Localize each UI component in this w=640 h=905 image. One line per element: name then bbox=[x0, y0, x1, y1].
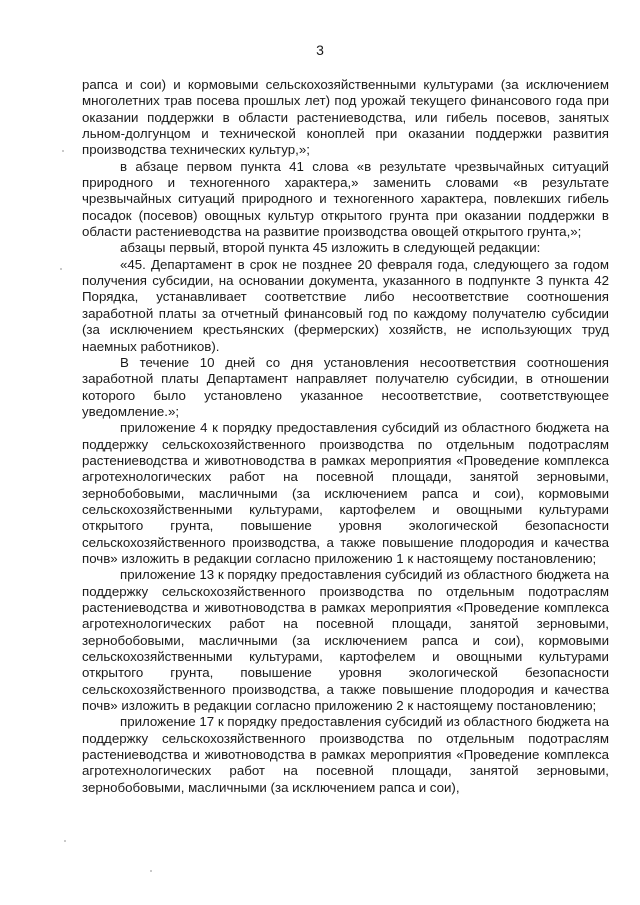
paragraph-5: В течение 10 дней со дня установления несоответствия соотношения заработной платы Департамент направляет получателю субсидии, в отношении которого было установлено указанное несоответствие, соответствующее уведомление.»; bbox=[82, 354, 609, 419]
scan-speck bbox=[62, 150, 64, 152]
scan-speck bbox=[64, 840, 66, 842]
scan-speck bbox=[60, 268, 62, 270]
paragraph-1: рапса и сои) и кормовыми сельскохозяйственными культурами (за исключением многолетних трав посева прошлых лет) под урожай текущего финансового года при оказании поддержки в области растениеводства, или гибель посевов, занятых льном-долгунцом и технической коноплей при оказании поддержки развития производства технических культур,»; bbox=[82, 77, 609, 158]
paragraph-2: в абзаце первом пункта 41 слова «в результате чрезвычайных ситуаций природного и техногенного характера,» заменить словами «в результате чрезвычайных ситуаций природного и техногенного характера, повлекших гибель посадок (посевов) овощных культур открытого грунта при оказании поддержки в области растениеводства на развитие производства овощей открытого грунта,»; bbox=[82, 158, 609, 240]
document-body bbox=[82, 77, 609, 796]
paragraph-7: приложение 13 к порядку предоставления субсидий из областного бюджета на поддержку сельскохозяйственного производства по отдельным подотраслям растениеводства и животноводства в рамках мероприятия «Проведение комплекса агротехнологических работ на посевной площади, занятой зерновыми, зернобобовыми, масличными (за исключением рапса и сои), кормовыми сельскохозяйственными культурами, картофелем и овощными культурами открытого грунта, повышение уровня экологической безопасности сельскохозяйственного производства, а также повышение плодородия и качества почв» изложить в редакции согласно приложению 2 к настоящему постановлению; bbox=[82, 567, 609, 714]
paragraph-8: приложение 17 к порядку предоставления субсидий из областного бюджета на поддержку сельскохозяйственного производства по отдельным подотраслям растениеводства и животноводства в рамках мероприятия «Проведение комплекса агротехнологических работ на посевной площади, занятой зерновыми, зернобобовыми, масличными (за исключением рапса и сои), bbox=[82, 714, 609, 795]
page-number: 3 bbox=[316, 42, 324, 58]
paragraph-6: приложение 4 к порядку предоставления субсидий из областного бюджета на поддержку сельскохозяйственного производства по отдельным подотраслям растениеводства и животноводства в рамках мероприятия «Проведение комплекса агротехнологических работ на посевной площади, занятой зерновыми, зернобобовыми, масличными (за исключением рапса и сои), кормовыми сельскохозяйственными культурами, картофелем и овощными культурами открытого грунта, повышение уровня экологической безопасности сельскохозяйственного производства, а также повышение плодородия и качества почв» изложить в редакции согласно приложению 1 к настоящему постановлению; bbox=[82, 420, 609, 566]
scan-speck bbox=[150, 870, 152, 872]
paragraph-4: «45. Департамент в срок не позднее 20 февраля года, следующего за годом получения субсидии, на основании документа, указанного в подпункте 3 пункта 42 Порядка, устанавливает соответствие либо несоответствие соотношения заработной платы за отчетный финансовый год по каждому получателю субсидии (за исключением крестьянских (фермерских) хозяйств, не использующих труд наемных работников). bbox=[82, 256, 609, 354]
paragraph-3: абзацы первый, второй пункта 45 изложить в следующей редакции: bbox=[120, 240, 541, 256]
